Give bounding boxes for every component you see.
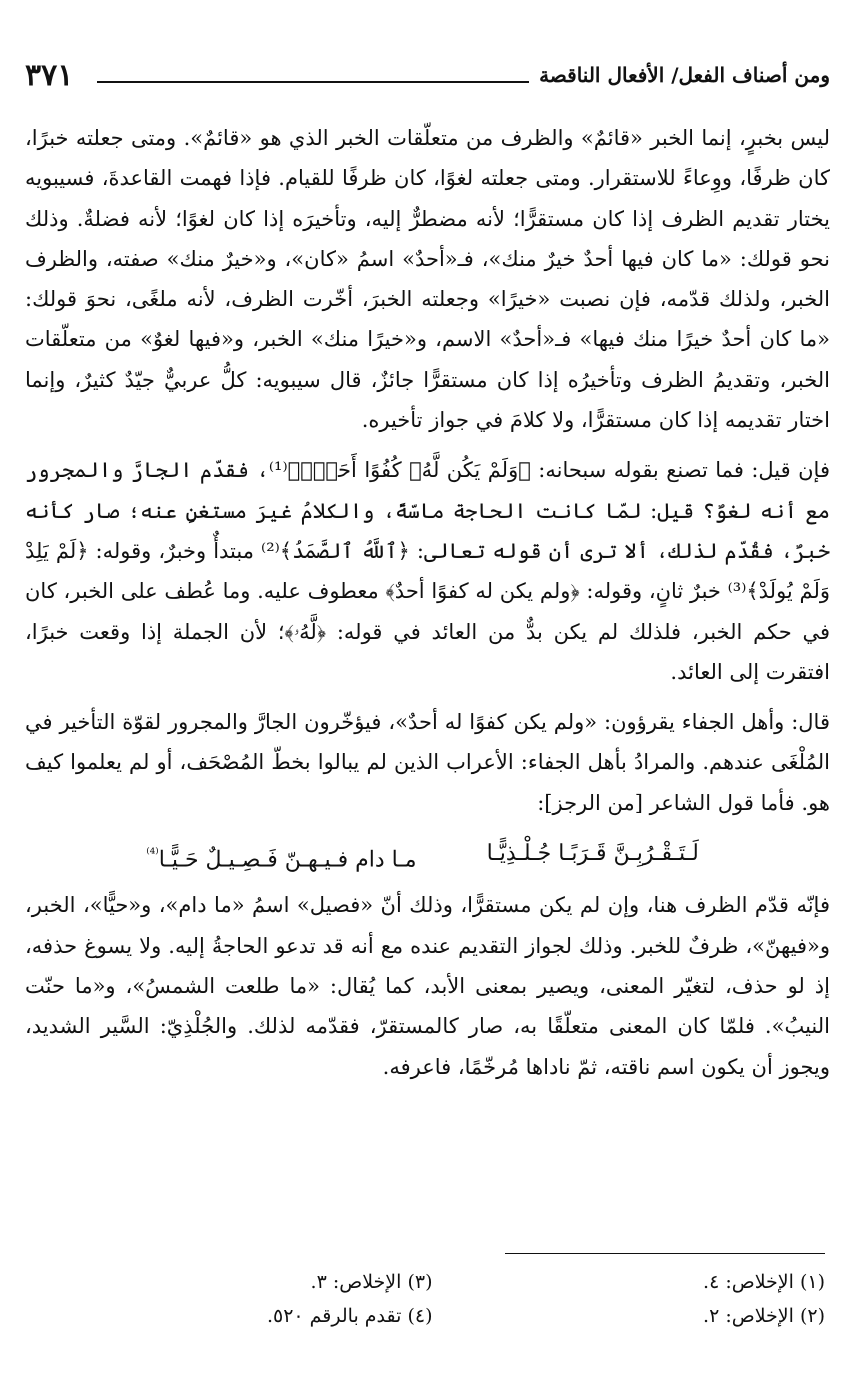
footnote-2: (٢) الإخلاص: ٢. <box>703 1305 825 1327</box>
footnote-1: (١) الإخلاص: ٤. <box>703 1271 825 1293</box>
header-rule <box>97 81 529 83</box>
verse-second-hemistich: مـا دام فـيـهـنّ فَـصِـيـلٌ حَـيًّـا <box>158 847 417 873</box>
footnote-3: (٣) الإخلاص: ٣. <box>310 1271 433 1293</box>
footnote-4: (٤) تقدم بالرقم ٥٢٠. <box>266 1305 433 1327</box>
page-number: ٣٧١ <box>25 57 74 93</box>
verse-second-hemistich-wrap <box>146 833 416 881</box>
paragraph-3: قال: وأهل الجفاء يقرؤون: «ولم يكن كفوًا له أحدٌ»، فيؤخّرون الجارَّ والمجرور لقوّة التأخير في المُلْغَى عندهم. والمرادُ بأهل الجفاء: الأعراب الذين لم يبالوا بخطّ المُصْحَف، أو لم يعلموا كيف هو. فأما قول الشاعر [من الرجز]: <box>25 710 830 815</box>
footnotes <box>60 1265 825 1333</box>
verse-first-hemistich: لَـتَـقْـرُبِـنَّ قَـرَبًـا جُـلْـذِيًّـا <box>486 841 699 867</box>
paragraph-1: ليس بخبرٍ، إنما الخبر «قائمٌ» والظرف من متعلّقات الخبر الذي هو «قائمٌ». ومتى جعلته خبرًا، كان ظرفًا، ووِعاءً للاستقرار. ومتى جعلته لغوًا، كان ظرفًا للقيام. فإذا فهمت القاعدةَ، فسيبويه يختار تقديم الظرف إذا كان مستقرًّا؛ لأنه مضطرٌّ إليه، وتأخيرَه إذا كان لغوًا؛ لأنه فضلةٌ. وذلك نحو قولك: «ما كان فيها أحدٌ خيرٌ منك»، فـ«أحدٌ» اسمُ «كان»، و«خيرٌ منك» صفته، والظرف الخبر، ولذلك قدّمه، فإن نصبت «خيرًا» وجعلته الخبرَ، أخّرت الظرف، لأنه ملغًى، نحوَ قولك: «ما كان أحدٌ خيرًا منك فيها» فـ«أحدٌ» الاسم، و«خيرًا منك» الخبر، و«فيها لغوٌ» من متعلّقات الخبر، وتقديمُ الظرف وتأخيرُه إذا كان مستقرًّا جائزٌ، قال سيبويه: كلُّ عربيٌّ جيّدٌ كثيرٌ، وإنما اختار تقديمه إذا كان مستقرًّا، ولا كلامَ في جواز تأخيره. <box>25 126 830 433</box>
verse-footnote-ref: ⁽⁴⁾ <box>146 846 159 863</box>
running-title: ومن أصناف الفعل/ الأفعال الناقصة <box>539 63 830 87</box>
paragraph-2: فإن قيل: فما تصنع بقوله سبحانه: ﴿وَلَمْ يَكُن لَّهُۥ كُفُوًا أَحَدٌۢ﴾⁽¹⁾، فقدّم الجارَّ والمجرور مع أنه لغوٌ؟ قيل: لمّا كانت الحاجة ماسّةً، والكلامُ غيرَ مستغنٍ عنه؛ صار كأنه خبرٌ، فقُدّم لذلك، ألا ترى أن قوله تعالى: ﴿ٱللَّهُ ٱلصَّمَدُ﴾⁽²⁾ مبتدأٌ وخبرٌ، وقوله: ﴿لَمْ يَلِدْ وَلَمْ يُولَدْ﴾⁽³⁾ خبرٌ ثانٍ، وقوله: ﴿ولم يكن له كفوًا أحدٌ﴾ معطوف عليه. وما عُطف على الخبر، كان في حكم الخبر، فلذلك لم يكن بدٌّ من العائد في قوله: ﴿لَّهُۥ﴾؛ لأن الجملة إذا وقعت خبرًا، افتقرت إلى العائد. <box>25 458 830 684</box>
page-header <box>25 57 830 93</box>
main-text <box>25 118 830 1097</box>
poetry-verse <box>25 833 830 881</box>
paragraph-4: فإنّه قدّم الظرف هنا، وإن لم يكن مستقرًّا، وذلك أنّ «فصيل» اسمُ «ما دام»، و«حيًّا»، الخبر، و«فيهنّ»، ظرفٌ للخبر. وذلك لجواز التقديم عنده مع أنه قد تدعو الحاجةُ إليه. ولا يسوغ حذفه، إذ لو حذف، لتغيّر المعنى، ويصير بمعنى الأبد، كما يُقال: «ما طلعت الشمسُ»، و«ما حنّت النيبُ». فلمّا كان المعنى متعلّقًا به، صار كالمستقرّ، فقدّمه لذلك. والجُلْذِيّ: السَّير الشديد، ويجوز أن يكون اسم ناقته، ثمّ ناداها مُرخّمًا، فاعرفه. <box>25 893 830 1079</box>
footnote-rule <box>505 1253 825 1254</box>
